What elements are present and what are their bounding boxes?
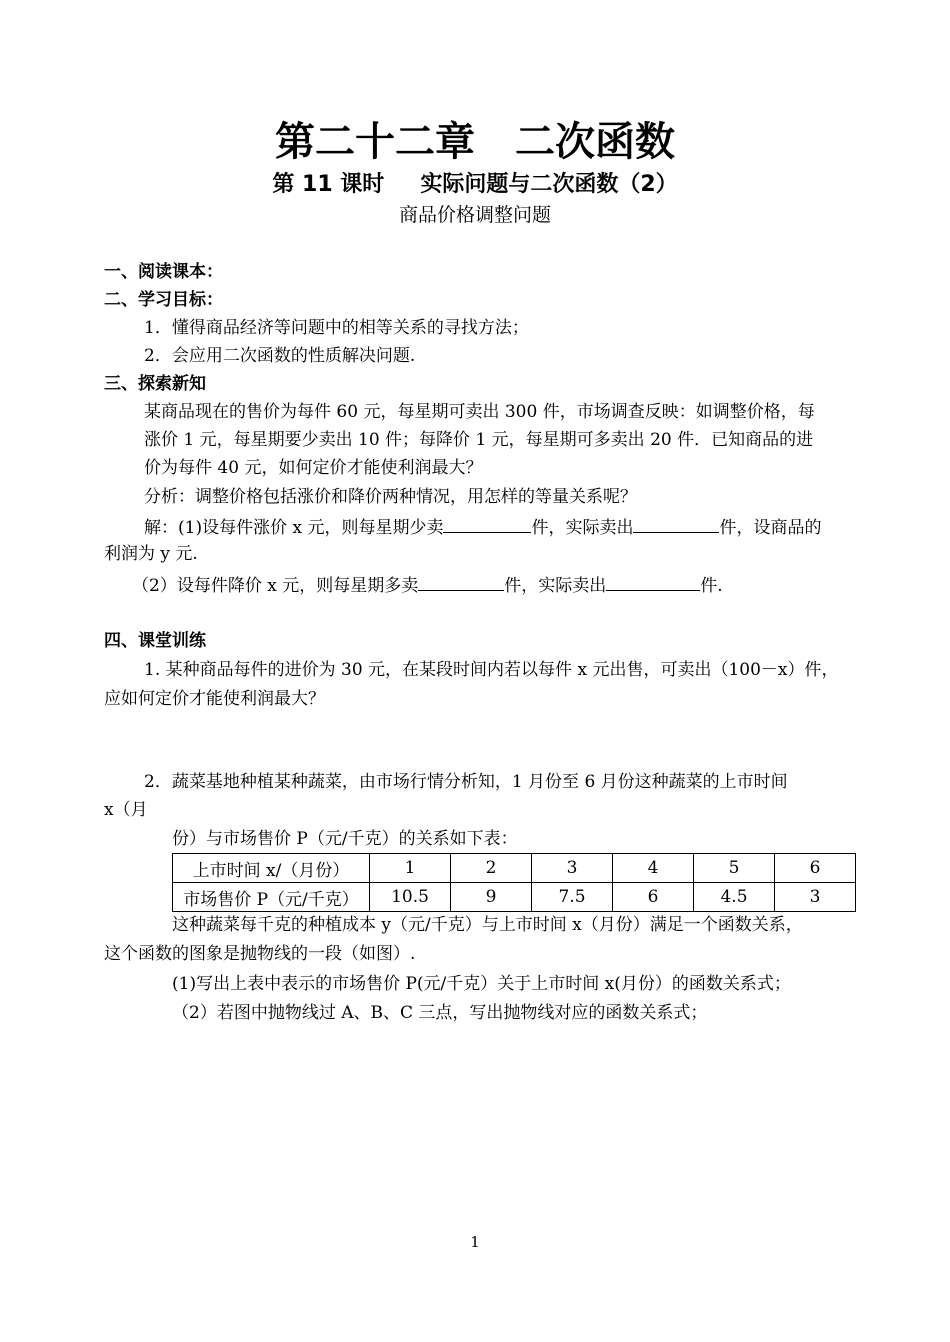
problem-text: 价为每件 40 元，如何定价才能使利润最大？ bbox=[144, 458, 483, 478]
table-cell: 市场售价 P（元/千克） bbox=[173, 883, 370, 912]
table-row bbox=[173, 883, 856, 912]
goal-item: 1．懂得商品经济等问题中的相等关系的寻找方法； bbox=[144, 318, 529, 338]
lesson-topic: 实际问题与二次函数（2） bbox=[420, 172, 678, 197]
solution-line-2: 利润为 y 元. bbox=[104, 544, 198, 564]
solution-text: 解：(1)设每件涨价 x 元，则每星期少卖 bbox=[144, 518, 444, 538]
table-cell: 6 bbox=[613, 883, 694, 912]
page-title: 第二十二章 二次函数 bbox=[275, 119, 675, 165]
question-1-text: 1. 某种商品每件的进价为 30 元，在某段时间内若以每件 x 元出售，可卖出（100－x）件， bbox=[144, 660, 839, 680]
subtopic: 商品价格调整问题 bbox=[398, 204, 551, 226]
question-2-text: x（月 bbox=[104, 800, 148, 820]
table-cell: 4 bbox=[613, 854, 694, 883]
question-2-part-1: (1)写出上表中表示的市场售价 P(元/千克）关于上市时间 x(月份）的函数关系式； bbox=[172, 974, 791, 994]
question-2-text: 2．蔬菜基地种植某种蔬菜，由市场行情分析知，1 月份至 6 月份这种蔬菜的上市时间 bbox=[144, 772, 788, 792]
question-2-text: 这个函数的图象是抛物线的一段（如图）. bbox=[104, 944, 416, 964]
price-table bbox=[172, 853, 856, 912]
table-cell: 6 bbox=[775, 854, 856, 883]
table-cell: 上市时间 x/（月份） bbox=[173, 854, 370, 883]
goal-item: 2．会应用二次函数的性质解决问题. bbox=[144, 346, 416, 366]
question-2-text: 份）与市场售价 P（元/千克）的关系如下表： bbox=[172, 829, 518, 849]
table-cell: 3 bbox=[532, 854, 613, 883]
solution-line-1 bbox=[144, 514, 821, 540]
lesson-number: 第 11 课时 bbox=[272, 172, 385, 197]
answer-blank[interactable] bbox=[606, 572, 700, 591]
table-cell: 4.5 bbox=[694, 883, 775, 912]
question-1-text: 应如何定价才能使利润最大？ bbox=[104, 689, 325, 709]
table-cell: 5 bbox=[694, 854, 775, 883]
table-cell: 9 bbox=[451, 883, 532, 912]
table-cell: 7.5 bbox=[532, 883, 613, 912]
section-heading-practice: 四、课堂训练 bbox=[104, 631, 206, 651]
solution-text: 件，设商品的 bbox=[719, 518, 822, 538]
question-2-text: 这种蔬菜每千克的种植成本 y（元/千克）与上市时间 x（月份）满足一个函数关系， bbox=[172, 915, 803, 935]
table-cell: 10.5 bbox=[370, 883, 451, 912]
section-heading-goals: 二、学习目标： bbox=[104, 290, 223, 310]
analysis-text: 分析：调整价格包括涨价和降价两种情况，用怎样的等量关系呢？ bbox=[144, 487, 637, 507]
table-cell: 2 bbox=[451, 854, 532, 883]
table-cell: 3 bbox=[775, 883, 856, 912]
solution-line-3 bbox=[132, 572, 723, 598]
section-heading-reading: 一、阅读课本： bbox=[104, 262, 223, 282]
page-number: 1 bbox=[470, 1233, 480, 1251]
solution-text: （2）设每件降价 x 元，则每星期多卖 bbox=[132, 576, 419, 596]
problem-text: 某商品现在的售价为每件 60 元，每星期可卖出 300 件，市场调查反映：如调整价格，每 bbox=[144, 402, 815, 422]
table-row bbox=[173, 854, 856, 883]
answer-blank[interactable] bbox=[443, 514, 531, 533]
section-heading-explore: 三、探索新知 bbox=[104, 374, 206, 394]
answer-blank[interactable] bbox=[633, 514, 719, 533]
solution-text: 件，实际卖出 bbox=[531, 518, 634, 538]
solution-text: 件，实际卖出 bbox=[504, 576, 607, 596]
question-2-part-2: （2）若图中抛物线过 A、B、C 三点，写出抛物线对应的函数关系式； bbox=[172, 1003, 708, 1023]
solution-text: 件. bbox=[700, 576, 723, 596]
answer-blank[interactable] bbox=[418, 572, 504, 591]
lesson-subtitle bbox=[0, 170, 950, 200]
table-cell: 1 bbox=[370, 854, 451, 883]
problem-text: 涨价 1 元，每星期要少卖出 10 件；每降价 1 元，每星期可多卖出 20 件．已知商品的进 bbox=[144, 430, 814, 450]
